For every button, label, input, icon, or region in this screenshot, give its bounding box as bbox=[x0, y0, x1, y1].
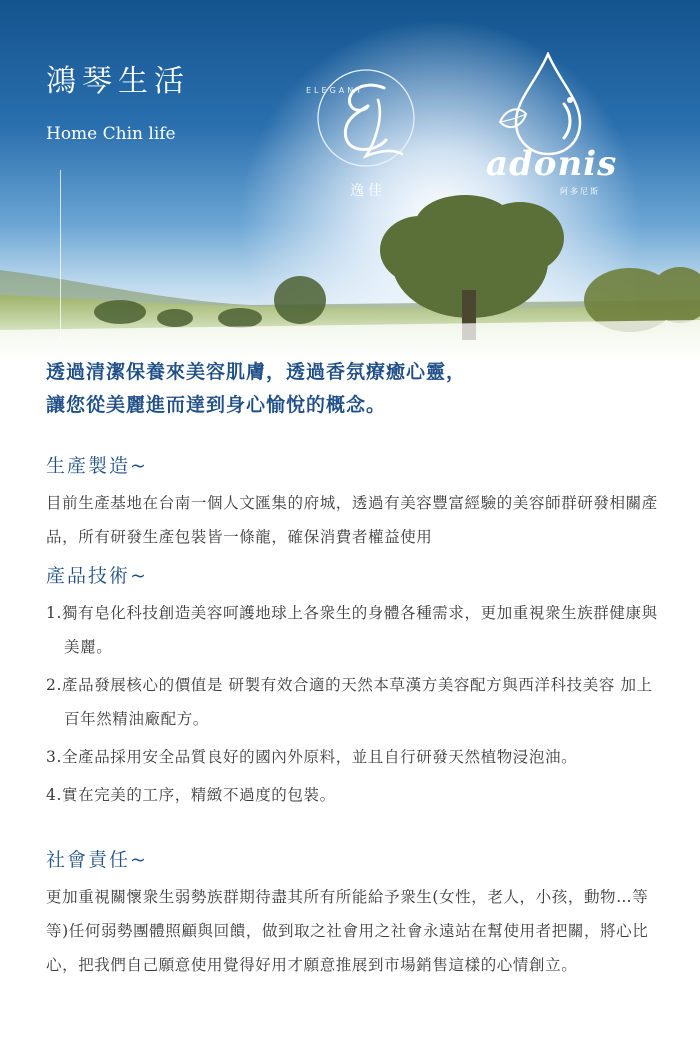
section-responsibility bbox=[46, 846, 662, 982]
hero-banner bbox=[0, 0, 700, 360]
list-item: 2.產品發展核心的價值是 研製有效合適的天然本草漢方美容配方與西洋科技美容 加上百年然精油廠配方。 bbox=[46, 676, 653, 728]
elegant-logo bbox=[306, 60, 424, 205]
section-body-responsibility: 更加重視關懷衆生弱勢族群期待盡其所有所能給予衆生(女性，老人，小孩，動物…等等)任何弱勢團體照顧與回饋，做到取之社會用之社會永遠站在幫使用者把關，將心比心，把我們自己願意使用覺得好用才願意推展到市場銷售這樣的心情創立。 bbox=[46, 888, 649, 974]
list-item: 4.實在完美的工序，精緻不過度的包裝。 bbox=[46, 786, 336, 804]
list-item: 3.全產品採用安全品質良好的國內外原料，並且自行研發天然植物浸泡油。 bbox=[46, 748, 578, 766]
brand-subtitle: Home Chin life bbox=[46, 124, 176, 144]
adonis-logo-word: adonis bbox=[486, 144, 618, 184]
section-heading-responsibility: 社會責任~ bbox=[46, 849, 148, 871]
adonis-logo-cn: 阿多尼斯 bbox=[560, 187, 600, 196]
section-heading-production: 生產製造~ bbox=[46, 455, 148, 477]
section-heading-technology: 產品技術~ bbox=[46, 565, 148, 587]
adonis-logo bbox=[486, 52, 616, 202]
slogan bbox=[46, 356, 666, 422]
section-production bbox=[46, 452, 662, 554]
brand-title: 鴻琴生活 bbox=[46, 64, 190, 99]
list-item: 1.獨有皂化科技創造美容呵護地球上各衆生的身體各種需求，更加重視衆生族群健康與美麗。 bbox=[46, 604, 658, 656]
section-body-production: 目前生產基地在台南一個人文匯集的府城，透過有美容豐富經驗的美容師群研發相關產品，所有研發生產包裝皆一條龍，確保消費者權益使用 bbox=[46, 494, 658, 546]
slogan-line-1: 透過清潔保養來美容肌膚，透過香氛療癒心靈， bbox=[46, 361, 467, 383]
elegant-logo-cn: 逸佳 bbox=[350, 183, 386, 199]
decorative-divider bbox=[60, 170, 61, 340]
section-technology bbox=[46, 562, 662, 816]
slogan-line-2: 讓您從美麗進而達到身心愉悅的概念。 bbox=[46, 394, 387, 416]
technology-list bbox=[46, 596, 662, 812]
elegant-logo-icon bbox=[306, 60, 424, 178]
elegant-logo-text: ELEGANT bbox=[306, 86, 365, 95]
